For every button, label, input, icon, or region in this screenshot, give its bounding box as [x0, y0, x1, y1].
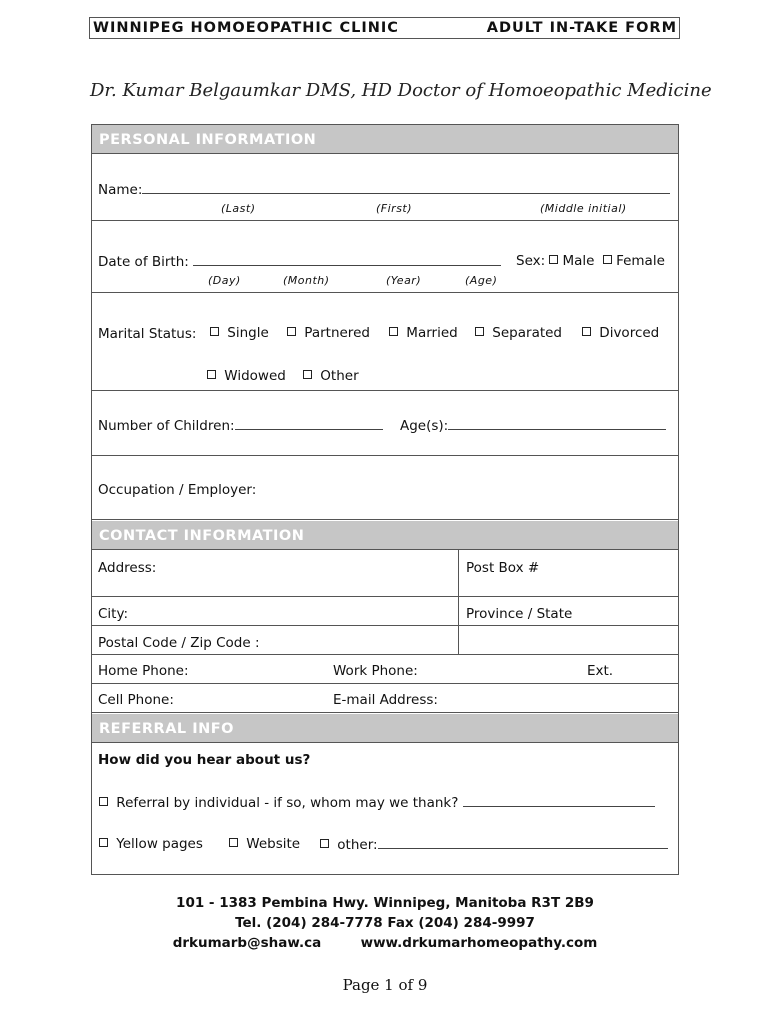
ages-input-line[interactable] — [448, 417, 666, 430]
hint-last: (Last) — [221, 202, 256, 215]
address-label: Address: — [98, 560, 157, 576]
checkbox-other[interactable] — [303, 370, 312, 379]
option-separated[interactable] — [475, 325, 562, 341]
other-referral-input-line[interactable] — [378, 836, 668, 849]
email-label: E-mail Address: — [333, 692, 438, 708]
work-phone-label: Work Phone: — [333, 663, 418, 679]
cell-phone-label: Cell Phone: — [98, 692, 174, 708]
checkbox-married[interactable] — [389, 327, 398, 336]
label-widowed: Widowed — [224, 368, 286, 384]
ages-field[interactable] — [400, 417, 666, 434]
name-field[interactable] — [98, 181, 670, 198]
referrer-input-line[interactable] — [463, 794, 655, 807]
footer-email[interactable]: drkumarb@shaw.ca — [172, 935, 322, 951]
checkbox-divorced[interactable] — [582, 327, 591, 336]
option-other-referral[interactable] — [320, 836, 668, 853]
form-title: ADULT IN-TAKE FORM — [486, 20, 677, 36]
footer-website[interactable]: www.drkumarhomeopathy.com — [360, 935, 598, 951]
hint-middle-initial: (Middle initial) — [540, 202, 627, 215]
footer-phones: Tel. (204) 284-7778 Fax (204) 284-9997 — [235, 915, 535, 931]
option-married[interactable] — [389, 325, 458, 341]
page-number: Page 1 of 9 — [342, 976, 428, 994]
label-married: Married — [406, 325, 458, 341]
dob-input-line[interactable] — [193, 253, 501, 266]
doctor-credentials: Dr. Kumar Belgaumkar DMS, HD Doctor of Homoeopathic Medicine — [90, 80, 712, 101]
section-referral-heading: REFERRAL INFO — [92, 714, 678, 742]
intake-form — [91, 124, 679, 875]
label-yellow-pages: Yellow pages — [116, 836, 203, 852]
footer-contact — [0, 933, 770, 953]
hint-day: (Day) — [208, 274, 241, 287]
label-separated: Separated — [492, 325, 563, 341]
children-field[interactable] — [98, 417, 383, 434]
ext-label: Ext. — [587, 663, 614, 679]
postal-code-label: Postal Code / Zip Code : — [98, 635, 260, 651]
hint-month: (Month) — [283, 274, 330, 287]
checkbox-separated[interactable] — [475, 327, 484, 336]
label-divorced: Divorced — [599, 325, 660, 341]
option-referral-individual[interactable] — [99, 794, 655, 811]
checkbox-yellow-pages[interactable] — [99, 838, 108, 847]
occupation-label: Occupation / Employer: — [98, 482, 257, 498]
checkbox-other-referral[interactable] — [320, 839, 329, 848]
sex-field — [516, 253, 665, 269]
section-personal-heading: PERSONAL INFORMATION — [92, 125, 678, 153]
document-header — [89, 17, 680, 39]
label-other-referral: other: — [337, 837, 378, 853]
option-yellow-pages[interactable] — [99, 836, 203, 852]
post-box-label: Post Box # — [466, 560, 540, 576]
children-label: Number of Children: — [98, 418, 235, 434]
option-partnered[interactable] — [287, 325, 370, 341]
checkbox-single[interactable] — [210, 327, 219, 336]
checkbox-male[interactable] — [549, 255, 558, 264]
option-divorced[interactable] — [582, 325, 659, 341]
option-other[interactable] — [303, 368, 359, 384]
checkbox-partnered[interactable] — [287, 327, 296, 336]
referral-question: How did you hear about us? — [98, 752, 311, 768]
footer-address: 101 - 1383 Pembina Hwy. Winnipeg, Manitoba R3T 2B9 — [176, 895, 594, 911]
checkbox-widowed[interactable] — [207, 370, 216, 379]
checkbox-website[interactable] — [229, 838, 238, 847]
label-website: Website — [246, 836, 301, 852]
hint-year: (Year) — [386, 274, 422, 287]
label-female: Female — [616, 253, 665, 269]
hint-first: (First) — [376, 202, 413, 215]
name-input-line[interactable] — [142, 181, 670, 194]
label-partnered: Partnered — [304, 325, 370, 341]
option-website[interactable] — [229, 836, 300, 852]
section-contact-heading: CONTACT INFORMATION — [92, 521, 678, 549]
option-single[interactable] — [210, 325, 269, 341]
label-male: Male — [562, 253, 595, 269]
clinic-name: WINNIPEG HOMOEOPATHIC CLINIC — [93, 20, 399, 36]
checkbox-referral-individual[interactable] — [99, 797, 108, 806]
label-referral-individual: Referral by individual - if so, whom may we thank? — [116, 795, 459, 811]
name-label: Name: — [98, 182, 143, 198]
dob-label: Date of Birth: — [98, 254, 189, 270]
checkbox-female[interactable] — [603, 255, 612, 264]
ages-label: Age(s): — [400, 418, 449, 434]
province-label: Province / State — [466, 606, 573, 622]
home-phone-label: Home Phone: — [98, 663, 189, 679]
city-label: City: — [98, 606, 129, 622]
dob-field[interactable] — [98, 253, 501, 270]
label-other: Other — [320, 368, 359, 384]
label-single: Single — [227, 325, 269, 341]
children-input-line[interactable] — [235, 417, 383, 430]
option-widowed[interactable] — [207, 368, 286, 384]
marital-status-label: Marital Status: — [98, 326, 197, 342]
sex-label: Sex: — [516, 253, 546, 269]
hint-age: (Age) — [465, 274, 498, 287]
